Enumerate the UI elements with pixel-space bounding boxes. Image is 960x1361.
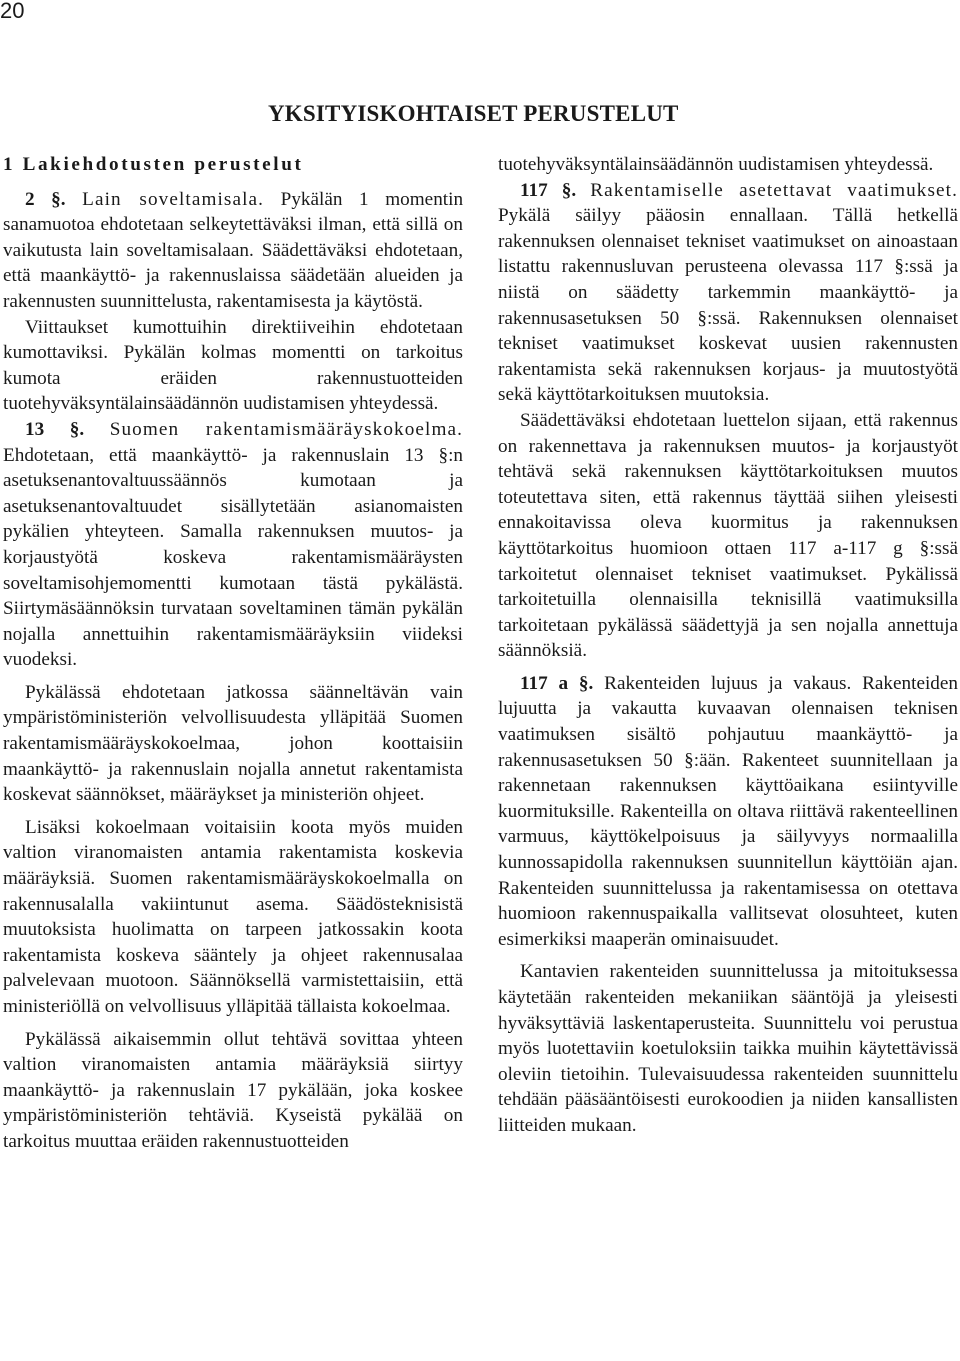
page-number: 20	[0, 0, 25, 23]
section-title: Rakenteiden lujuus ja vakaus.	[604, 672, 852, 694]
paragraph: Pykälässä aikaisemmin ollut tehtävä sovittaa yhteen valtion viranomaisten antamia määräyksiä siirtyy maankäyttö- ja rakennuslain 17 pykälään, joka koskee ympäristöministeriön tehtäviä. Kyseistä pykälää on tarkoitus muuttaa eräiden rakennustuotteiden	[3, 1028, 463, 1152]
paragraph	[498, 671, 958, 953]
paragraph-text: Rakenteiden lujuutta ja vakautta kuvaavan olennaisen teknisen vaatimuksen sisältö pohjautuu maankäyttö- ja rakennusasetuksen 50 §:ään. Rakenteet suunnitellaan ja rakennetaan rakennuksen käyttöaikana esiintyville kuormituksille. Rakenteilla on oltava riittävä rakenteellinen varmuus, käyttökelpoisuus ja säilyvyys normaalilla kunnossapidolla rakennuksen suunnitellun käyttöiän ajan. Rakenteiden suunnittelussa ja rakentamisessa on otettava huomioon rakennuspaikalla vallitsevat olosuhteet, kuten esimerkiksi maaperän ominaisuudet.	[498, 672, 959, 950]
paragraph: Viittaukset kumottuihin direktiiveihin ehdotetaan kumottaviksi. Pykälän kolmas momentti on tarkoitus kumota eräiden rakennustuotteiden tuotehyväksyntälainsäädännön uudistamisen yhteydessä.	[3, 316, 463, 415]
paragraph	[3, 187, 463, 315]
main-heading: YKSITYISKOHTAISET PERUSTELUT	[268, 101, 679, 126]
section-title: Suomen rakentamismääräyskokoelma.	[109, 418, 464, 440]
section-title: Lain soveltamisala.	[82, 188, 265, 210]
paragraph-text: Pykälä säilyy pääosin ennallaan. Tällä hetkellä rakennuksen olennaiset tekniset vaatimukset on ainoastaan listattu rakennusluvan perusteena olevassa 117 §:ssä ja niistä on säädetty tarkemmin maankäyttö- ja rakennusasetuksen 50 §:ssä. Rakennuksen olennaiset tekniset vaatimukset koskevat uusien rakennusten rakentamista sekä rakennuksen korjaus- ja muutostyötä sekä käyttötarkoituksen muutoksia.	[498, 205, 958, 406]
section-heading: 1 Lakiehdotusten perustelut	[3, 154, 304, 175]
paragraph	[498, 178, 958, 408]
paragraph: Lisäksi kokoelmaan voitaisiin koota myös muiden valtion viranomaisten antamia rakentamista koskevia määräyksiä. Suomen rakentamismääräyskokoelmalla on rakennusalalla vakiintunut asema. Säädösteknisistä muutoksista huolimatta on tarpeen jatkossakin koota rakentamista koskeva sääntely ja ohjeet rakennusalaa palvelevaan muotoon. Säännöksellä varmistettaisiin, että ministeriöllä on velvollisuus ylläpitää tällaista kokoelmaa.	[3, 816, 463, 1017]
paragraph: tuotehyväksyntälainsäädännön uudistamisen yhteydessä.	[498, 154, 934, 175]
paragraph: Kantavien rakenteiden suunnittelussa ja mitoituksessa käytetään rakenteiden mekaniikan sääntöjä ja yleisesti hyväksyttäviä laskentaperusteita. Suunnittelu voi perustua myös luotettaviin koetuloksiin taikka muihin käytettävissä oleviin tietoihin. Tulevaisuudessa rakenteiden suunnittelu tehdään pääsääntöisesti eurokoodien ja niiden kansallisten liitteiden mukaan.	[498, 961, 958, 1136]
paragraph	[3, 417, 463, 673]
section-number: 117 §.	[520, 179, 577, 201]
paragraph-text: Ehdotetaan, että maankäyttö- ja rakennuslain 13 §:n asetuksenantovaltuussäännös kumotaan ja asetuksenantovaltuudet sisällytetään asianomaisten pykälien yhteyteen. Samalla rakennuksen muutos- ja korjaustyötä koskeva rakentamismääräysten soveltamisohjemomentti kumotaan tästä pykälästä. Siirtymäsäännöksin turvataan soveltaminen tämän pykälän nojalla annettuihin rakentamismääräyksiin viideksi vuodeksi.	[3, 444, 463, 671]
section-number: 117 a §.	[520, 672, 594, 694]
paragraph-text: Pykälän 1 momentin sanamuotoa ehdotetaan selkeytettäväksi ilman, että sillä on vaikutusta lain soveltamisalaan. Säädettäväksi ehdotetaan, että maankäyttö- ja rakennuslaissa säädetään alueiden ja rakennusten suunnittelusta, rakentamisesta ja käytöstä.	[3, 188, 464, 312]
section-number: 13 §.	[25, 418, 85, 440]
paragraph: Säädettäväksi ehdotetaan luettelon sijaan, että rakennus on rakennettava ja rakennuksen muutos- ja korjaustyöt tehtävä sekä rakennuksen käyttötarkoituksen muutos toteutettava siten, että rakennus täyttää siihen yleisesti ennakoitavissa oleva kuormitus ja rakennuksen käyttötarkoitus huomioon ottaen 117 a-117 g §:ssä tarkoitetut olennaiset tekniset vaatimukset. Pykälissä tarkoitetuilla olennaisilla teknisillä vaatimuksilla tarkoitetaan pykälässä säädettyjä ja sen nojalla annettuja säännöksiä.	[498, 409, 958, 662]
left-column	[3, 152, 463, 1155]
paragraph: Pykälässä ehdotetaan jatkossa säänneltävän vain ympäristöministeriön velvollisuudesta ylläpitää Suomen rakentamismääräyskokoelmaa, johon koottaisiin maankäyttö- ja rakennuslain nojalla annetut rakentamista koskevat säännökset, määräykset ja ministeriön ohjeet.	[3, 681, 463, 806]
section-title: Rakentamiselle asetettavat vaatimukset.	[590, 179, 958, 201]
right-column	[498, 152, 958, 1139]
section-number: 2 §.	[25, 188, 66, 210]
